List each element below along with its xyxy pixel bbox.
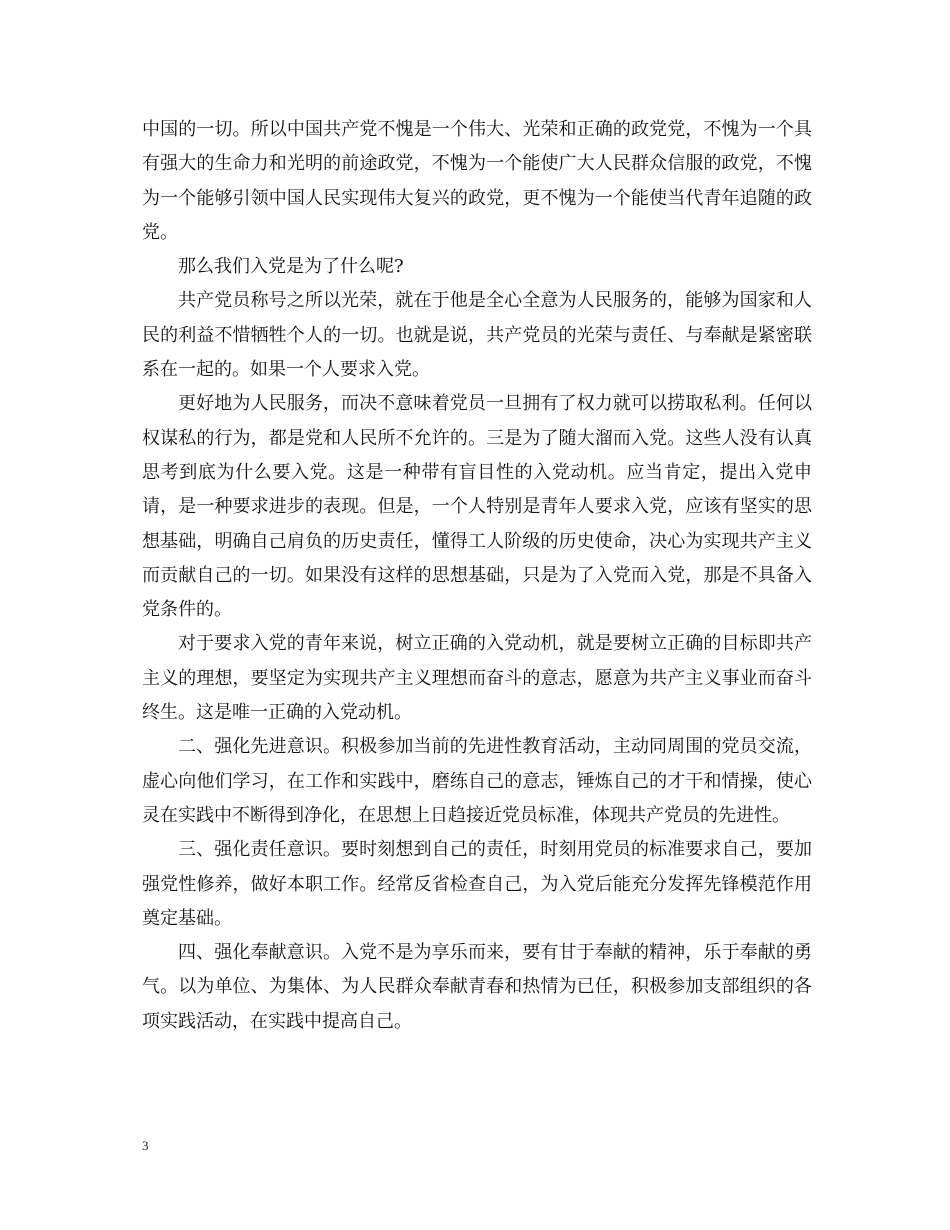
paragraph-advanced-awareness: 二、强化先进意识。积极参加当前的先进性教育活动，主动同周围的党员交流，虚心向他们学习，在工作和实践中，磨练自己的意志，锤炼自己的才干和情操，使心灵在实践中不断得到净化，在思想上日趋接近党员标准，体现共产党员的先进性。	[142, 736, 812, 826]
paragraph-responsibility-awareness: 三、强化责任意识。要时刻想到自己的责任，时刻用党员的标准要求自己，要加强党性修养，做好本职工作。经常反省检查自己，为入党后能充分发挥先锋模范作用奠定基础。	[142, 839, 812, 929]
paragraph-motivation: 更好地为人民服务，而决不意味着党员一旦拥有了权力就可以捞取私利。任何以权谋私的行为，都是党和人民所不允许的。三是为了随大溜而入党。这些人没有认真思考到底为什么要入党。这是一种带有盲目性的入党动机。应当肯定，提出入党申请，是一种要求进步的表现。但是，一个人特别是青年人要求入党，应该有坚实的思想基础，明确自己肩负的历史责任，懂得工人阶级的历史使命，决心为实现共产主义而贡献自己的一切。如果没有这样的思想基础，只是为了入党而入党，那是不具备入党条件的。	[142, 393, 812, 621]
document-body	[142, 113, 812, 1039]
paragraph-correct-motivation: 对于要求入党的青年来说，树立正确的入党动机，就是要树立正确的目标即共产主义的理想，要坚定为实现共产主义理想而奋斗的意志，愿意为共产主义事业而奋斗终生。这是唯一正确的入党动机。	[142, 633, 812, 724]
paragraph-honor: 共产党员称号之所以光荣，就在于他是全心全意为人民服务的，能够为国家和人民的利益不惜牺牲个人的一切。也就是说，共产党员的光荣与责任、与奉献是紧密联系在一起的。如果一个人要求入党。	[142, 290, 812, 381]
paragraph-dedication-awareness: 四、强化奉献意识。入党不是为享乐而来，要有甘于奉献的精神，乐于奉献的勇气。以为单位、为集体、为人民群众奉献青春和热情为已任，积极参加支部组织的各项实践活动，在实践中提高自己。	[142, 942, 812, 1032]
paragraph-question: 那么我们入党是为了什么呢?	[178, 256, 404, 278]
paragraph-continuation: 中国的一切。所以中国共产党不愧是一个伟大、光荣和正确的政党党，不愧为一个具有强大的生命力和光明的前途政党，不愧为一个能使广大人民群众信服的政党，不愧为一个能够引领中国人民实现伟大复兴的政党，更不愧为一个能使当代青年追随的政党。	[142, 119, 812, 243]
page-number: 3	[142, 1138, 149, 1153]
